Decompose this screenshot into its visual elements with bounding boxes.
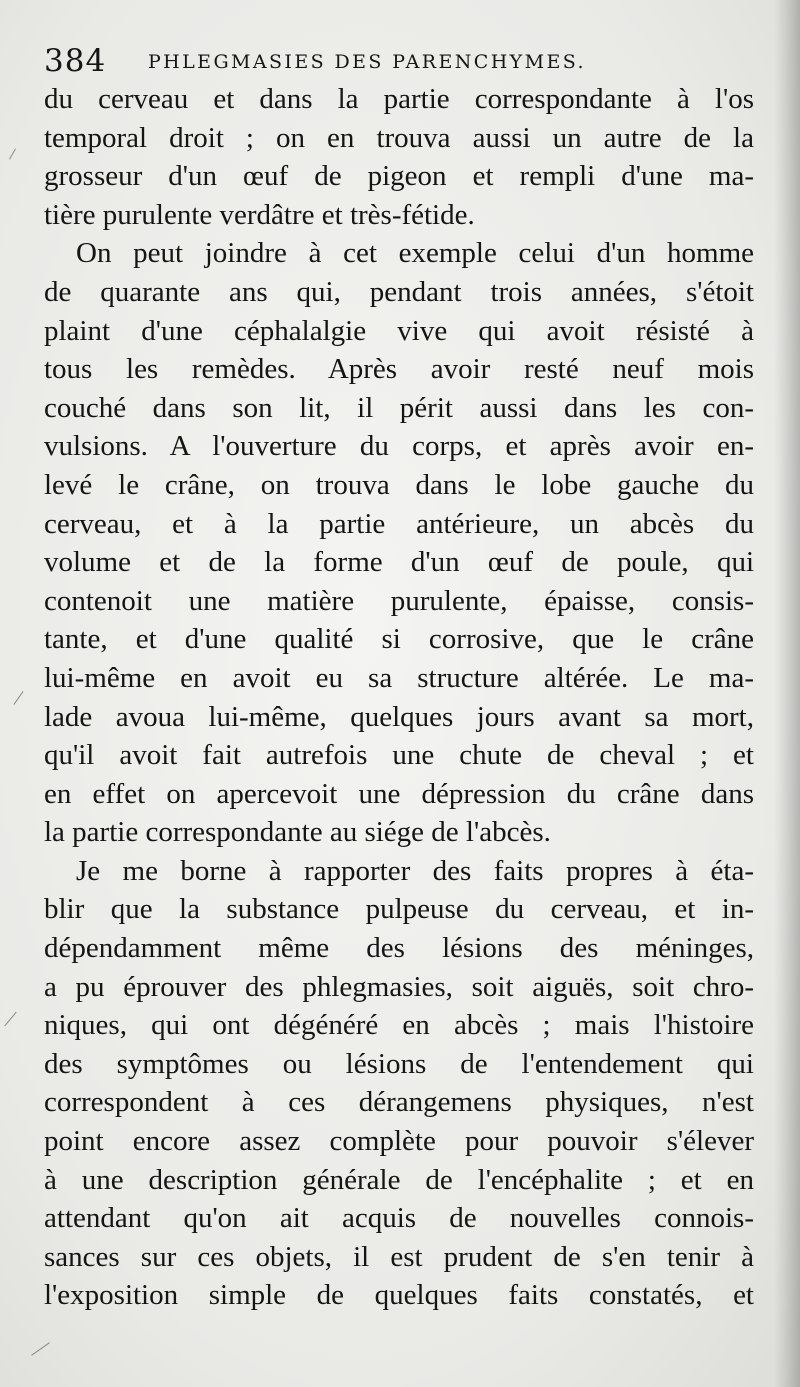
margin-tick-mark bbox=[9, 149, 16, 160]
text-line: du cerveau et dans la partie correspondante à l'os bbox=[44, 83, 754, 115]
text-line: temporal droit ; on en trouva aussi un autre de la bbox=[44, 121, 754, 154]
text-line: vulsions. A l'ouverture du corps, et après avoir en- bbox=[44, 430, 754, 463]
text-line: couché dans son lit, il périt aussi dans les con- bbox=[44, 391, 754, 424]
paragraph-start-line: On peut joindre à cet exemple celui d'un homme bbox=[76, 237, 754, 270]
text-line: levé le crâne, on trouva dans le lobe gauche du bbox=[44, 468, 754, 501]
text-line: la partie correspondante au siége de l'abcès. bbox=[44, 816, 551, 849]
text-line: volume et de la forme d'un œuf de poule, qui bbox=[44, 546, 754, 579]
text-line: plaint d'une céphalalgie vive qui avoit résisté à bbox=[44, 314, 754, 347]
text-line: lui-même en avoit eu sa structure altérée. Le ma- bbox=[44, 661, 754, 694]
page-header bbox=[44, 38, 744, 84]
text-line: sances sur ces objets, il est prudent de s'en tenir à bbox=[44, 1240, 754, 1273]
text-line: blir que la substance pulpeuse du cerveau, et in- bbox=[44, 893, 754, 926]
text-line: point encore assez complète pour pouvoir s'élever bbox=[44, 1125, 754, 1158]
body-text bbox=[44, 80, 754, 1315]
text-line: attendant qu'on ait acquis de nouvelles connois- bbox=[44, 1202, 754, 1235]
running-title: PHLEGMASIES DES PARENCHYMES. bbox=[148, 51, 586, 73]
text-line: de quarante ans qui, pendant trois années, s'étoit bbox=[44, 275, 754, 308]
text-line: tière purulente verdâtre et très-fétide. bbox=[44, 198, 475, 231]
text-line: l'exposition simple de quelques faits constatés, et bbox=[44, 1279, 754, 1312]
text-line: qu'il avoit fait autrefois une chute de cheval ; et bbox=[44, 739, 754, 772]
text-line: a pu éprouver des phlegmasies, soit aiguës, soit chro- bbox=[44, 970, 754, 1003]
text-line: des symptômes ou lésions de l'entendement qui bbox=[44, 1047, 754, 1080]
text-line: lade avoua lui-même, quelques jours avant sa mort, bbox=[44, 700, 754, 733]
paragraph-start-line: Je me borne à rapporter des faits propres à éta- bbox=[76, 854, 754, 887]
text-line: tous les remèdes. Après avoir resté neuf mois bbox=[44, 353, 754, 386]
page-number: 384 bbox=[44, 43, 107, 79]
text-line: cerveau, et à la partie antérieure, un abcès du bbox=[44, 507, 754, 540]
text-line: correspondent à ces dérangemens physiques, n'est bbox=[44, 1086, 754, 1119]
margin-tick-mark bbox=[14, 691, 24, 705]
text-line: dépendamment même des lésions des méninges, bbox=[44, 932, 754, 965]
page-edge-shadow bbox=[774, 0, 800, 1387]
text-line: à une description générale de l'encéphalite ; et en bbox=[44, 1163, 754, 1196]
text-line: en effet on apercevoit une dépression du crâne dans bbox=[44, 777, 754, 810]
margin-tick-mark bbox=[31, 1342, 50, 1355]
text-line: niques, qui ont dégénéré en abcès ; mais l'histoire bbox=[44, 1009, 754, 1042]
text-line: grosseur d'un œuf de pigeon et rempli d'une ma- bbox=[44, 160, 754, 193]
margin-tick-mark bbox=[4, 1012, 16, 1026]
text-line: tante, et d'une qualité si corrosive, que le crâne bbox=[44, 623, 754, 656]
text-line: contenoit une matière purulente, épaisse, consis- bbox=[44, 584, 754, 617]
